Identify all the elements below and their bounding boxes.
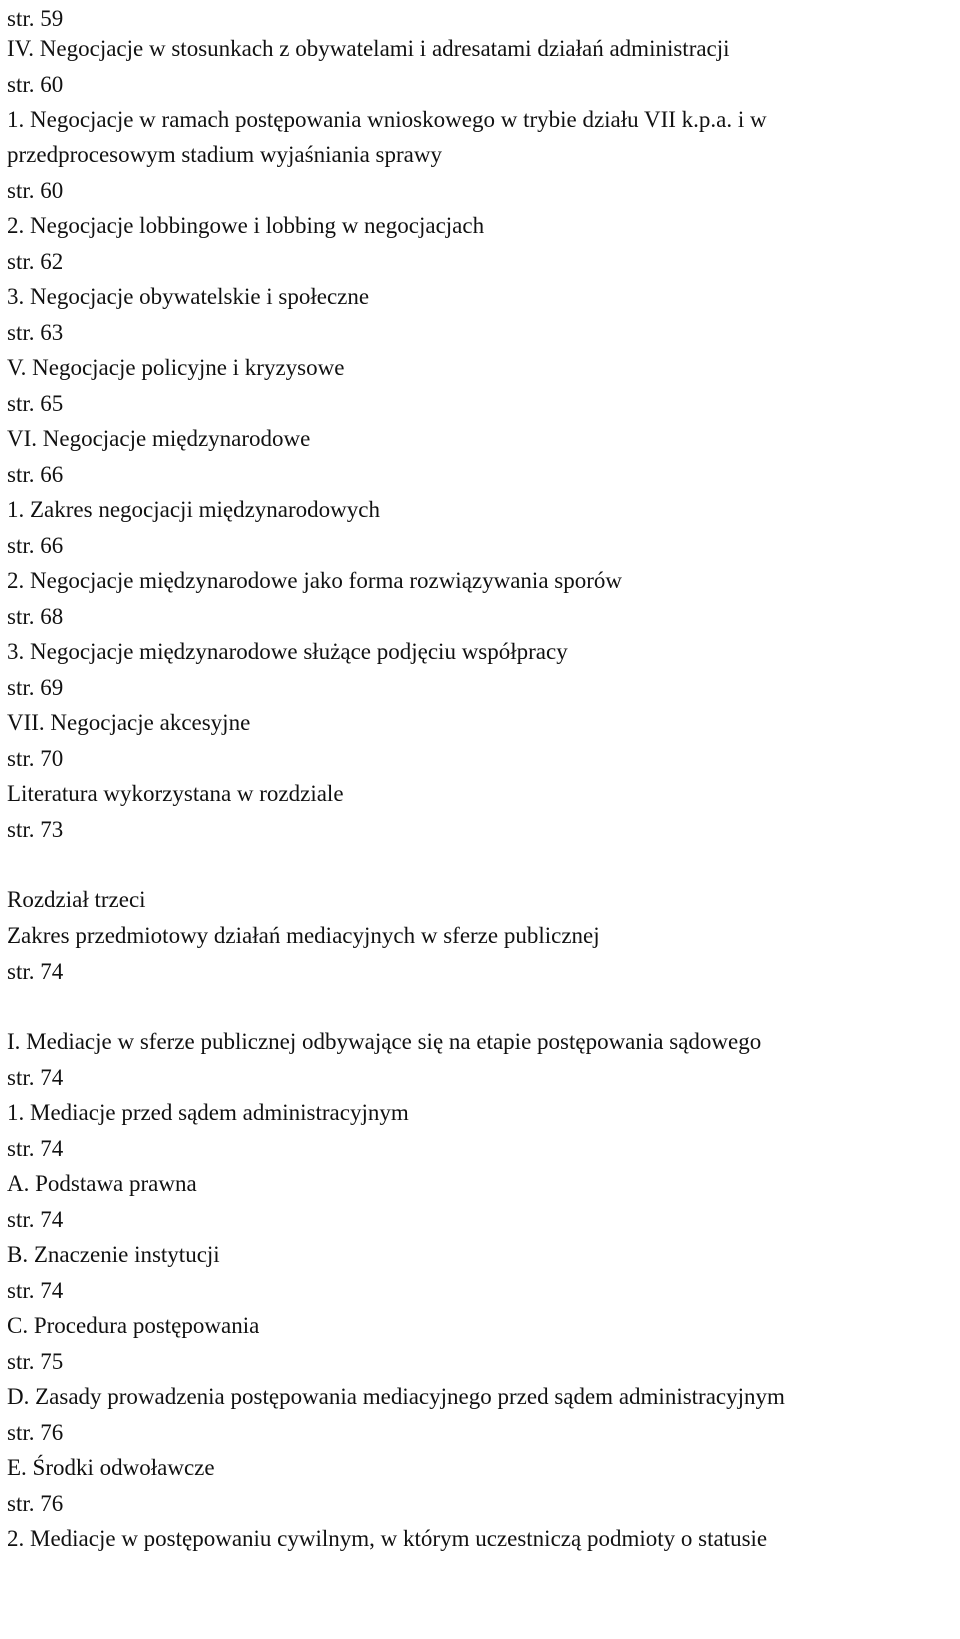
toc-entry-section-v: V. Negocjacje policyjne i kryzysowe — [7, 355, 345, 380]
toc-page-ref: str. 74 — [7, 1136, 64, 1161]
toc-entry-section-vii: VII. Negocjacje akcesyjne — [7, 710, 251, 735]
toc-page-ref: str. 69 — [7, 675, 64, 700]
chapter-heading: Rozdział trzeci — [7, 887, 146, 912]
toc-entry: D. Zasady prowadzenia postępowania mediacyjnego przed sądem administracyjnym — [7, 1384, 785, 1409]
toc-entry: 3. Negocjacje obywatelskie i społeczne — [7, 284, 370, 309]
toc-entry-section-iv: IV. Negocjacje w stosunkach z obywatelami i adresatami działań administracji — [7, 36, 730, 61]
toc-entry-section-vi: VI. Negocjacje międzynarodowe — [7, 426, 311, 451]
toc-entry: 1. Mediacje przed sądem administracyjnym — [7, 1100, 409, 1125]
toc-entry: E. Środki odwoławcze — [7, 1455, 215, 1480]
toc-page-ref: str. 74 — [7, 1207, 64, 1232]
toc-page-ref: str. 66 — [7, 462, 64, 487]
toc-page-ref: str. 75 — [7, 1349, 64, 1374]
toc-page-ref: str. 76 — [7, 1420, 64, 1445]
toc-page-ref: str. 59 — [7, 6, 64, 31]
toc-entry: A. Podstawa prawna — [7, 1171, 197, 1196]
toc-entry-literature: Literatura wykorzystana w rozdziale — [7, 781, 344, 806]
toc-entry: 1. Negocjacje w ramach postępowania wnioskowego w trybie działu VII k.p.a. i w — [7, 107, 767, 132]
toc-entry-continuation: przedprocesowym stadium wyjaśniania sprawy — [7, 142, 442, 167]
toc-entry-section-i: I. Mediacje w sferze publicznej odbywające się na etapie postępowania sądowego — [7, 1029, 762, 1054]
toc-page-ref: str. 60 — [7, 178, 64, 203]
chapter-title: Zakres przedmiotowy działań mediacyjnych w sferze publicznej — [7, 923, 600, 948]
toc-entry: 2. Negocjacje lobbingowe i lobbing w negocjacjach — [7, 213, 485, 238]
toc-page-ref: str. 60 — [7, 72, 64, 97]
toc-page-ref: str. 62 — [7, 249, 64, 274]
toc-page-ref: str. 63 — [7, 320, 64, 345]
toc-entry: 1. Zakres negocjacji międzynarodowych — [7, 497, 380, 522]
toc-page-ref: str. 74 — [7, 959, 64, 984]
toc-page-ref: str. 76 — [7, 1491, 64, 1516]
toc-entry: 2. Mediacje w postępowaniu cywilnym, w którym uczestniczą podmioty o statusie — [7, 1526, 768, 1551]
toc-page-ref: str. 74 — [7, 1065, 64, 1090]
toc-page-ref: str. 74 — [7, 1278, 64, 1303]
toc-entry: 2. Negocjacje międzynarodowe jako forma rozwiązywania sporów — [7, 568, 623, 593]
toc-page-ref: str. 73 — [7, 817, 64, 842]
toc-page-ref: str. 68 — [7, 604, 64, 629]
toc-page-ref: str. 65 — [7, 391, 64, 416]
toc-page-ref: str. 66 — [7, 533, 64, 558]
toc-entry: C. Procedura postępowania — [7, 1313, 260, 1338]
toc-entry: 3. Negocjacje międzynarodowe służące podjęciu współpracy — [7, 639, 568, 664]
toc-entry: B. Znaczenie instytucji — [7, 1242, 220, 1267]
toc-page-ref: str. 70 — [7, 746, 64, 771]
